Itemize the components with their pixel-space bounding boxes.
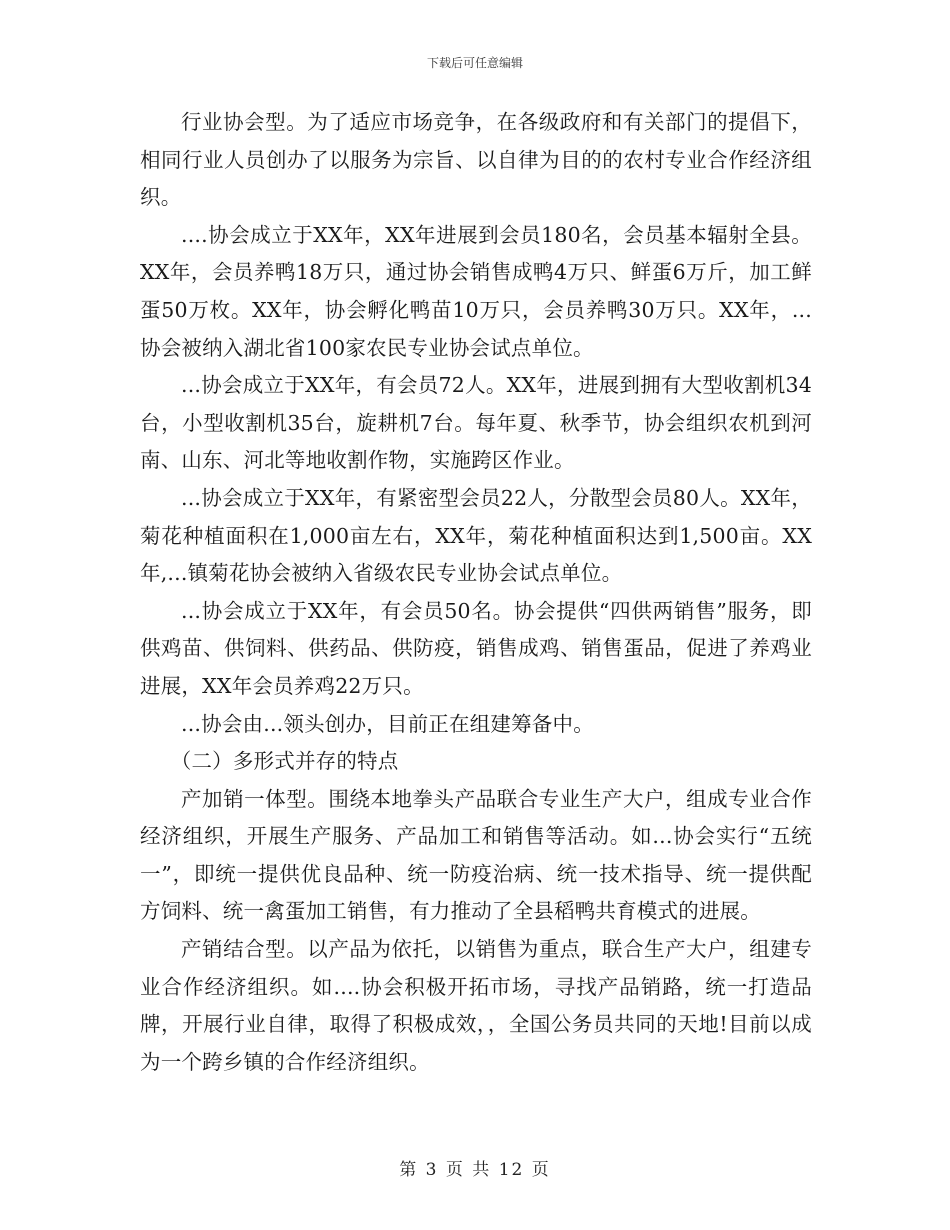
- paragraph-integrated-type: 产加销一体型。围绕本地拳头产品联合专业生产大户，组成专业合作经济组织，开展生产服务、产品加工和销售等活动。如...协会实行“五统一”，即统一提供优良品种、统一防疫治病、统一技术指导、统一提供配方饲料、统一禽蛋加工销售，有力推动了全县稻鸭共育模式的进展。: [140, 786, 812, 924]
- paragraph-production-sales-type: 产销结合型。以产品为依托，以销售为重点，联合生产大户，组建专业合作经济组织。如....协会积极开拓市场，寻找产品销路，统一打造品牌，开展行业自律，取得了积极成效，，全国公务员共同的天地!目前以成为一个跨乡镇的合作经济组织。: [140, 937, 812, 1074]
- paragraph-preparing-association: ...协会由...领头创办，目前正在组建筹备中。: [181, 711, 594, 736]
- paragraph-chicken-association: ...协会成立于XX年，有会员50名。协会提供“四供两销售”服务，即供鸡苗、供饲料、供药品、供防疫，销售成鸡、销售蛋品，促进了养鸡业进展，XX年会员养鸡22万只。: [140, 598, 812, 698]
- paragraph-harvester-association: ...协会成立于XX年，有会员72人。XX年，进展到拥有大型收割机34台，小型收割机35台，旋耕机7台。每年夏、秋季节，协会组织农机到河南、山东、河北等地收割作物，实施跨区作业。: [140, 373, 812, 473]
- paragraph-chrysanthemum-association: ...协会成立于XX年，有紧密型会员22人，分散型会员80人。XX年，菊花种植面积在1,000亩左右，XX年，菊花种植面积达到1,500亩。XX年,...镇菊花协会被纳入省级农民专业协会试点单位。: [140, 485, 812, 586]
- paragraph-industry-association: 行业协会型。为了适应市场竞争，在各级政府和有关部门的提倡下，相同行业人员创办了以服务为宗旨、以自律为目的的农村专业合作经济组织。: [140, 110, 812, 210]
- page-number: 第 3 页 共 12 页: [399, 1160, 551, 1180]
- header-note: 下载后可任意编辑: [426, 56, 523, 70]
- paragraph-duck-association: ....协会成立于XX年，XX年进展到会员180名，会员基本辐射全县。XX年，会员养鸭18万只，通过协会销售成鸭4万只、鲜蛋6万斤，加工鲜蛋50万枚。XX年，协会孵化鸭苗10万只，会员养鸭30万只。XX年，...协会被纳入湖北省100家农民专业协会试点单位。: [140, 222, 812, 360]
- section-subheading: （二）多形式并存的特点: [170, 749, 399, 774]
- document-body: [140, 104, 812, 1081]
